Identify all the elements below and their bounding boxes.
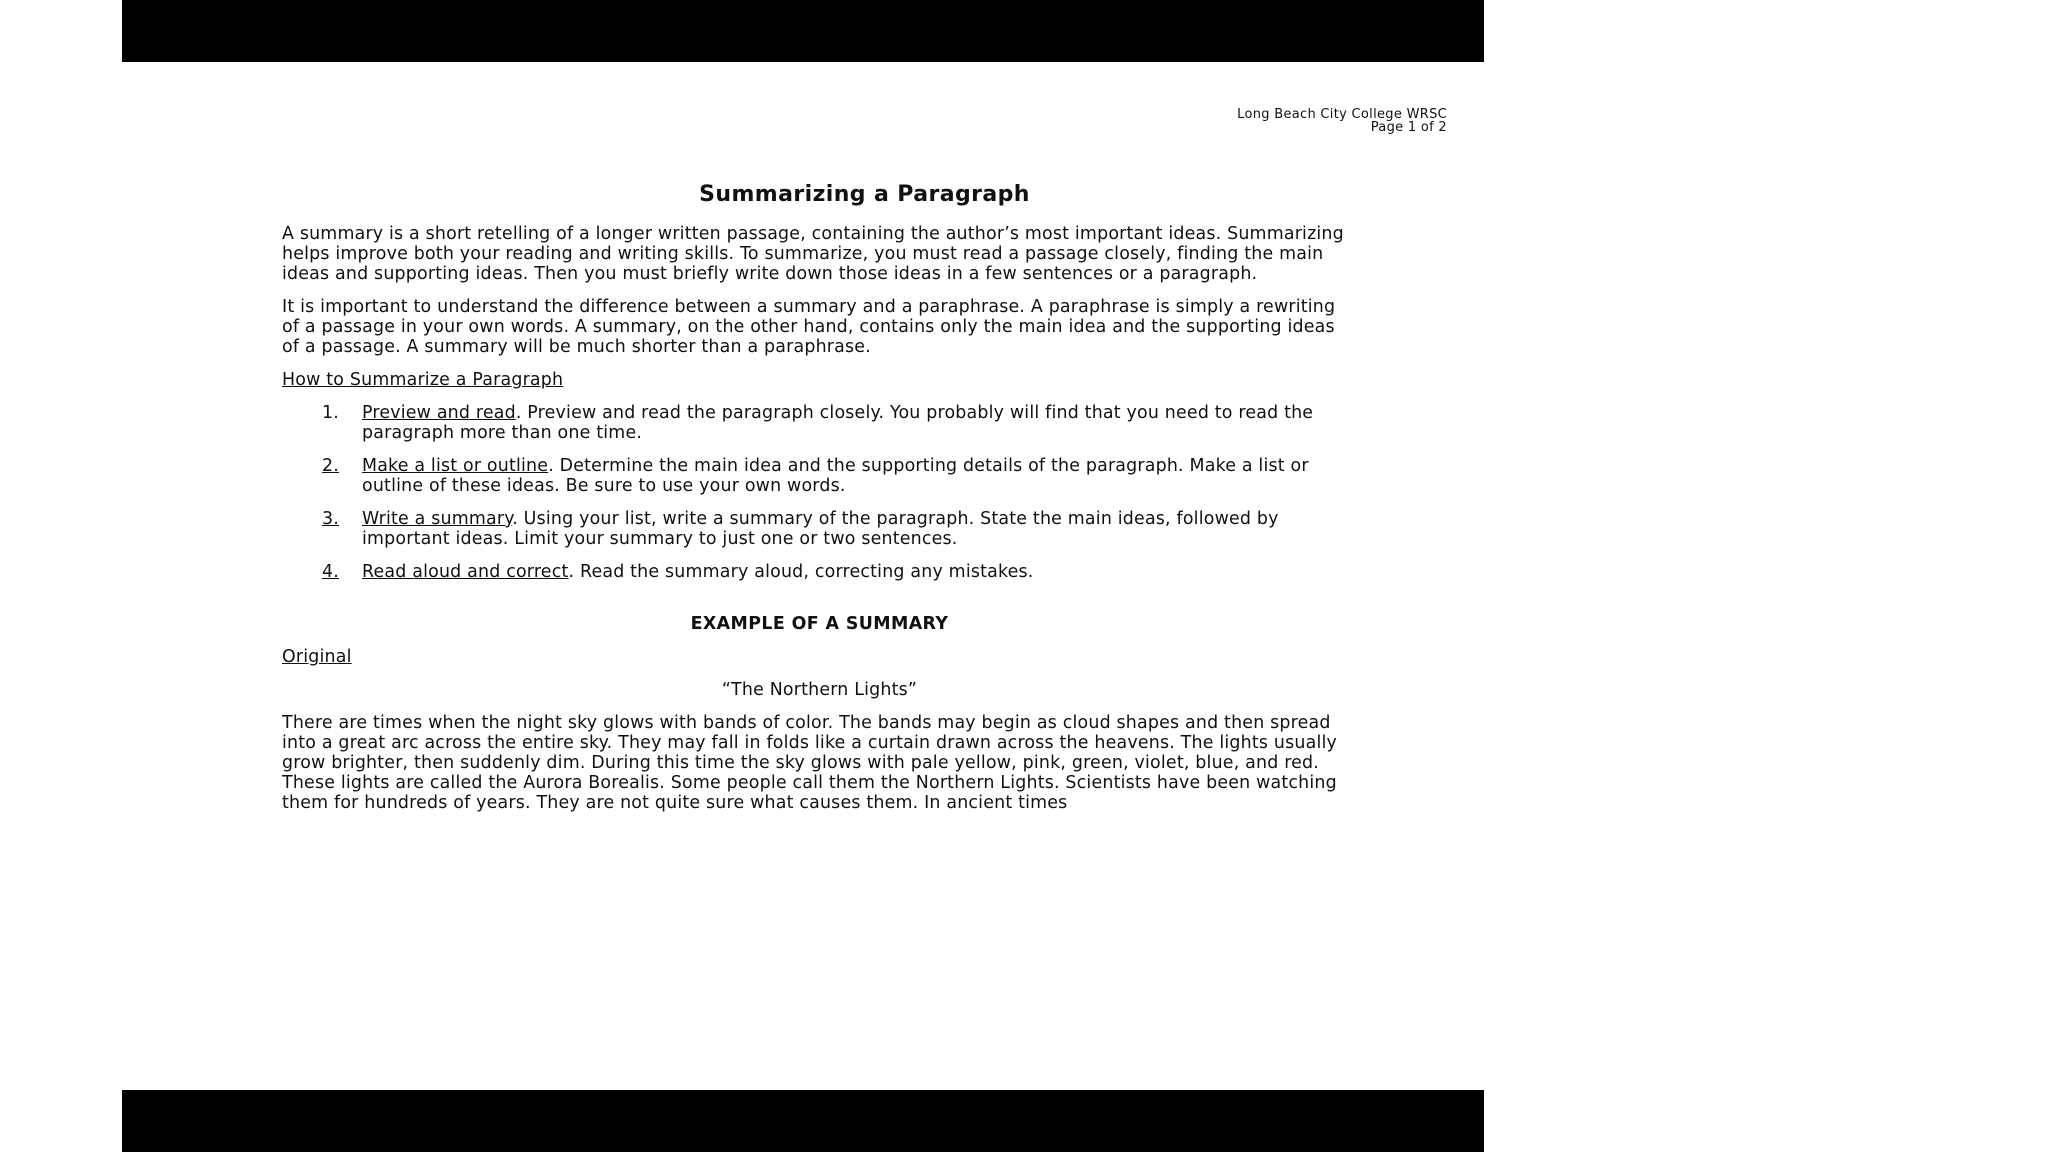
step-number: 4.: [322, 562, 339, 582]
bottom-letterbox-bar: [122, 1090, 1484, 1152]
step-item: [282, 562, 1357, 582]
step-term: Preview and read: [362, 403, 516, 423]
story-text: There are times when the night sky glows with bands of color. The bands may begin as cloud shapes and then spread into a great arc across the entire sky. They may fall in folds like a curtain drawn across the heavens. The lights usually grow brighter, then suddenly dim. During this time the sky glows with pale yellow, pink, green, violet, blue, and red. These lights are called the Aurora Borealis. Some people call them the Northern Lights. Scientists have been watching them for hundreds of years. They are not quite sure what causes them. In ancient times: [282, 713, 1337, 813]
document-title: Summarizing a Paragraph: [699, 182, 1030, 207]
step-number: 1.: [322, 403, 339, 423]
step-term: Make a list or outline: [362, 456, 549, 476]
header-institution: Long Beach City College WRSC: [1237, 107, 1447, 122]
step-text: . Using your list, write a summary of the paragraph. State the main ideas, followed by important ideas. Limit your summary to just one or two sentences.: [362, 509, 1279, 549]
steps-list: [282, 403, 1357, 582]
step-number: 2.: [322, 456, 339, 476]
step-term: Write a summary: [362, 509, 513, 529]
document-page: [122, 62, 1484, 1090]
top-letterbox-bar: [122, 0, 1484, 62]
step-item: [282, 509, 1357, 549]
step-text: . Read the summary aloud, correcting any mistakes.: [568, 562, 1034, 582]
header-page-number: Page 1 of 2: [1370, 120, 1447, 135]
story-title: “The Northern Lights”: [721, 680, 918, 700]
step-number: 3.: [322, 509, 339, 529]
page-header: [1022, 108, 1447, 134]
step-text: . Determine the main idea and the supporting details of the paragraph. Make a list or outline of these ideas. Be sure to use your own words.: [362, 456, 1309, 496]
intro-paragraph: A summary is a short retelling of a longer written passage, containing the author’s most important ideas. Summarizing helps improve both your reading and writing skills. To summarize, you must read a passage closely, finding the main ideas and supporting ideas. Then you must briefly write down those ideas in a few sentences or a paragraph.: [282, 224, 1344, 284]
difference-paragraph: It is important to understand the difference between a summary and a paraphrase. A paraphrase is simply a rewriting of a passage in your own words. A summary, on the other hand, contains only the main idea and the supporting ideas of a passage. A summary will be much shorter than a paraphrase.: [282, 297, 1336, 357]
step-text: . Preview and read the paragraph closely. You probably will find that you need to read the paragraph more than one time.: [362, 403, 1314, 443]
step-item: [282, 456, 1357, 496]
original-label: Original: [282, 647, 352, 667]
document-body: [282, 224, 1357, 826]
step-item: [282, 403, 1357, 443]
step-term: Read aloud and correct: [362, 562, 569, 582]
how-to-heading: How to Summarize a Paragraph: [282, 370, 564, 390]
example-heading: EXAMPLE OF A SUMMARY: [690, 614, 949, 634]
